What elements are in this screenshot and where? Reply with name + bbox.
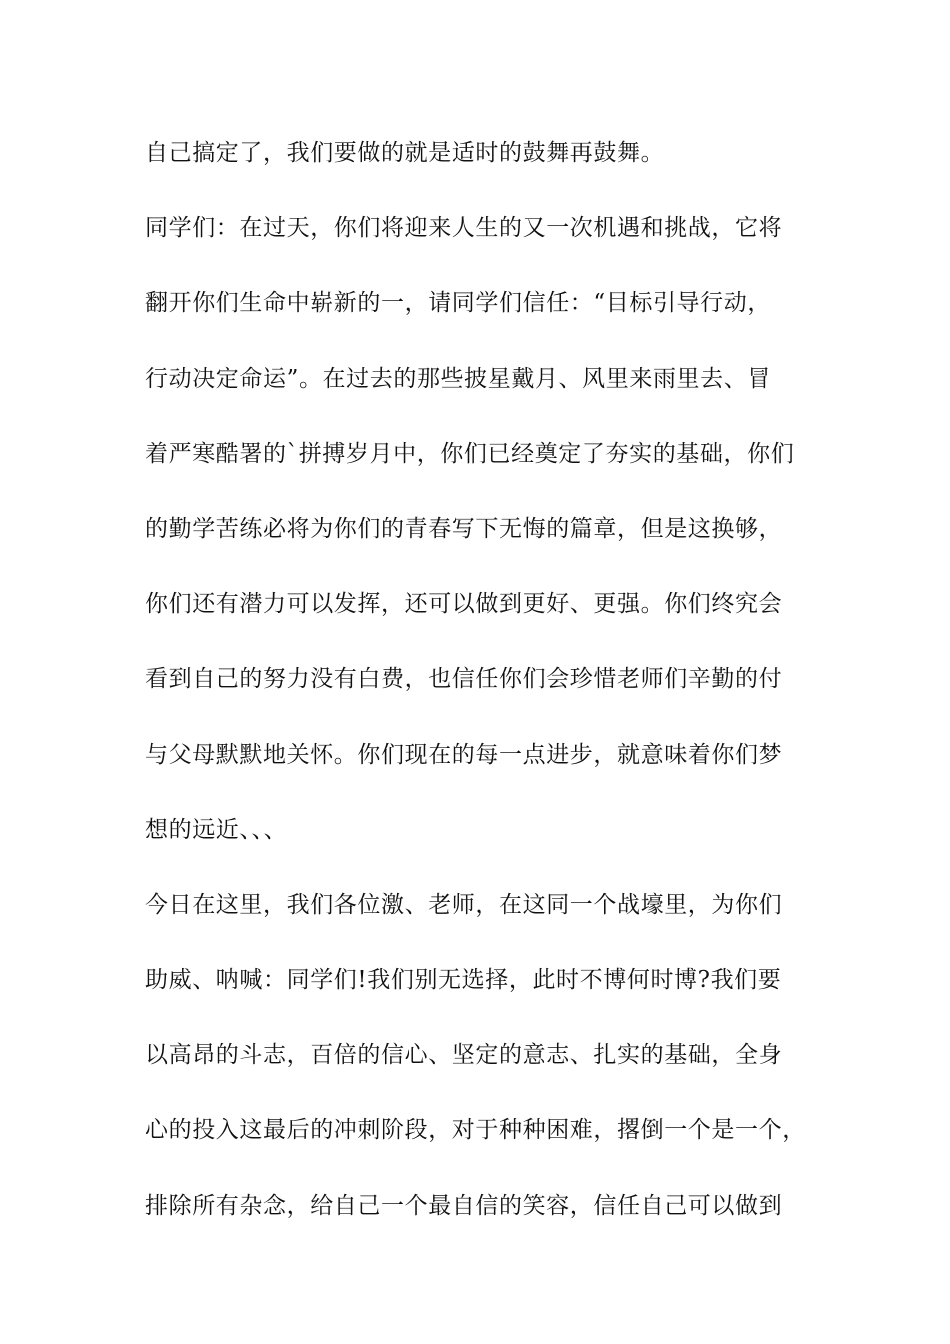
text-line-15: 排除所有杂念，给自己一个最自信的笑容，信任自己可以做到 bbox=[145, 1192, 783, 1219]
text-line-3: 翻开你们生命中崭新的一，请同学们信任：“目标引导行动， bbox=[145, 290, 771, 317]
text-line-5: 着严寒酷署的`拼搏岁月中，你们已经奠定了夯实的基础，你们 bbox=[145, 440, 795, 467]
text-line-10: 想的远近、、、 bbox=[145, 816, 288, 843]
text-line-11: 今日在这里，我们各位激、老师，在这同一个战壕里，为你们 bbox=[145, 891, 783, 918]
text-line-1: 自己搞定了，我们要做的就是适时的鼓舞再鼓舞。 bbox=[145, 140, 665, 166]
text-line-4: 行动决定命运”。在过去的那些披星戴月、风里来雨里去、冒 bbox=[145, 365, 771, 392]
body-text bbox=[145, 131, 835, 1259]
text-line-9: 与父母默默地关怀。你们现在的每一点进步，就意味着你们梦 bbox=[145, 741, 783, 768]
text-line-13: 以高昂的斗志，百倍的信心、坚定的意志、扎实的基础，全身 bbox=[145, 1042, 783, 1069]
text-line-12: 助威、呐喊：同学们!我们别无选择，此时不博何时博?我们要 bbox=[145, 967, 782, 994]
text-line-14: 心的投入这最后的冲刺阶段，对于种种困难，撂倒一个是一个， bbox=[145, 1117, 806, 1144]
text-line-7: 你们还有潜力可以发挥，还可以做到更好、更强。你们终究会 bbox=[145, 591, 783, 618]
text-line-2: 同学们：在过天，你们将迎来人生的又一次机遇和挑战，它将 bbox=[145, 215, 783, 242]
text-line-8: 看到自己的努力没有白费，也信任你们会珍惜老师们辛勤的付 bbox=[145, 666, 783, 693]
text-line-6: 的勤学苦练必将为你们的青春写下无悔的篇章，但是这换够， bbox=[145, 515, 783, 542]
